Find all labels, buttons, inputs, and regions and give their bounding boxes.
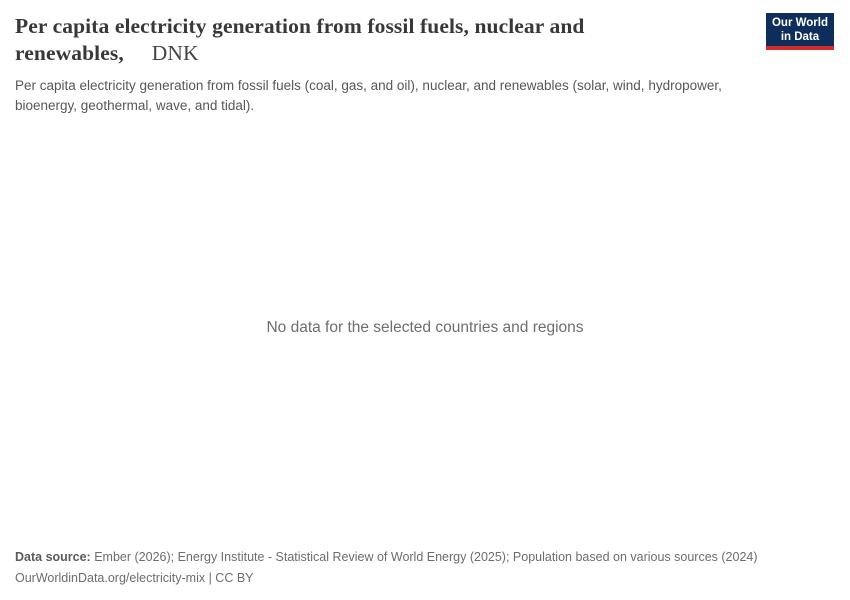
chart-title	[15, 13, 760, 67]
no-data-message: No data for the selected countries and regions	[266, 319, 584, 336]
title-line-1: Per capita electricity generation from fossil fuels, nuclear and	[15, 14, 585, 38]
title-line-2-text: renewables,	[15, 41, 124, 65]
data-source-label: Data source:	[15, 550, 91, 564]
chart-header	[15, 13, 760, 116]
owid-logo-line-1: Our World	[771, 17, 828, 29]
owid-logo-line-2: in Data	[780, 30, 820, 43]
data-source-value: Ember (2026); Energy Institute - Statistical Review of World Energy (2025); Population based on various sources (2024)	[94, 550, 758, 564]
chart-footer	[15, 547, 835, 589]
title-entity: DNK	[151, 41, 199, 65]
data-source-line	[15, 547, 835, 568]
title-line-2	[15, 40, 760, 67]
owid-logo[interactable]	[766, 13, 834, 50]
chart-subtitle: Per capita electricity generation from fossil fuels (coal, gas, and oil), nuclear, and renewables (solar, wind, hydropower, bioenergy, geothermal, wave, and tidal).	[15, 78, 722, 113]
citation-license-link[interactable]: OurWorldinData.org/electricity-mix | CC BY	[15, 571, 254, 585]
